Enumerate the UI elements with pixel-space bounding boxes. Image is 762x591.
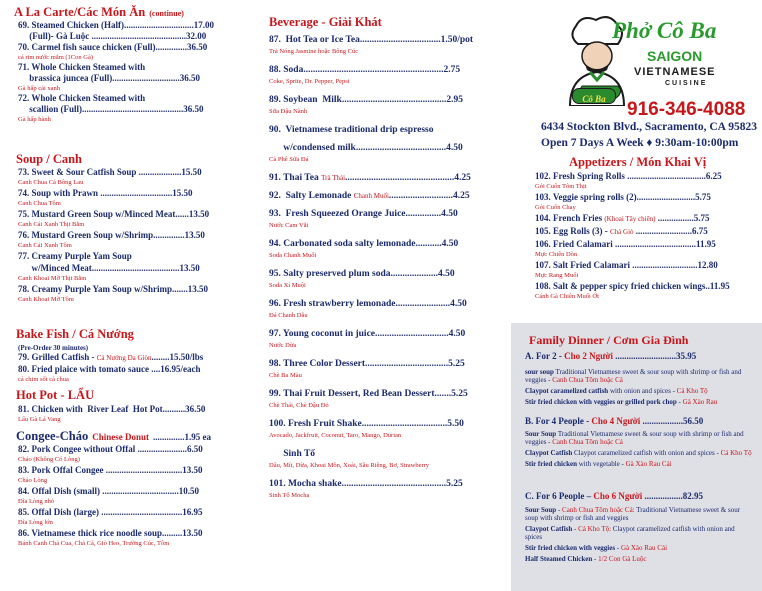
course-viet: Gà Xào Rau Cải bbox=[625, 460, 672, 468]
menu-item-subtitle: Avocado, Jackfruit, Coconut, Taro, Mango, Durian bbox=[269, 432, 402, 439]
menu-item-name bbox=[269, 64, 473, 76]
menu-item bbox=[18, 444, 203, 464]
menu-item-subtitle: Trà Nóng Jasmine hoặc Bông Cúc bbox=[269, 48, 359, 55]
menu-item bbox=[18, 528, 203, 548]
brand-vietnamese: VIETNAMESE bbox=[634, 66, 716, 78]
course-desc: with onion and spices - bbox=[608, 387, 677, 395]
menu-item-price: ........15.50/lbs bbox=[151, 352, 204, 362]
menu-item-subtitle: Chè Ba Màu bbox=[269, 372, 302, 379]
course-viet: Gà Xào Rau Cải bbox=[620, 544, 668, 552]
course-name: Claypot Catfish bbox=[525, 525, 573, 533]
menu-item-name bbox=[269, 34, 473, 46]
menu-item-text: 70. Carmel fish sauce chicken (Full)..............36.50 bbox=[18, 42, 208, 52]
menu-item bbox=[269, 94, 473, 118]
menu-item-text: 82. Pork Congee without Offal ......................6.50 bbox=[18, 444, 203, 454]
menu-item-name bbox=[269, 328, 473, 340]
family-course bbox=[525, 449, 753, 457]
menu-item-text: Sinh Tố bbox=[269, 449, 316, 459]
menu-item-subtitle: Mực Rang Muối bbox=[535, 272, 579, 279]
menu-item bbox=[18, 20, 214, 31]
menu-item-subtitle: Nước Dừa bbox=[269, 342, 297, 349]
menu-item-subtitle: Gà hấp cải xanh bbox=[18, 85, 61, 92]
menu-item bbox=[18, 352, 203, 364]
course-desc: with vegetable - bbox=[576, 460, 626, 468]
menu-item bbox=[269, 268, 473, 292]
course-viet: Canh Chua Tôm hoặc Cá bbox=[552, 376, 623, 384]
course-viet: Cá Kho Tộ bbox=[676, 387, 708, 395]
menu-item-subtitle: Coke, Sprite, Dr. Pepper, Pepsi bbox=[269, 78, 350, 85]
menu-item-text: (Full)- Gà Luộc ..........................................32.00 bbox=[18, 31, 207, 41]
menu-item-name bbox=[18, 284, 209, 295]
course-viet: Cá Kho Tộ: bbox=[578, 525, 612, 533]
menu-item bbox=[535, 213, 730, 225]
menu-item-subtitle: Cháo (Không Có Lòng) bbox=[18, 456, 80, 463]
menu-item-text: 71. Whole Chicken Steamed with bbox=[18, 62, 146, 72]
course-viet: Gà Xào Rau bbox=[682, 398, 718, 406]
menu-item bbox=[18, 104, 214, 124]
menu-item bbox=[18, 364, 203, 384]
menu-item-viet: (Khoai Tây chiên) bbox=[604, 215, 656, 223]
menu-item-text: scallion (Full).............................................36.50 bbox=[18, 104, 204, 114]
menu-item bbox=[269, 190, 473, 202]
course-desc: - bbox=[572, 525, 579, 533]
family-course bbox=[525, 544, 753, 552]
menu-item-subtitle: Cà Phê Sữa Đá bbox=[269, 156, 309, 163]
menu-item bbox=[535, 239, 730, 259]
course-desc: - bbox=[556, 506, 563, 514]
menu-item-text: brassica juncea (Full)..............................36.50 bbox=[18, 73, 200, 83]
menu-item-text: 81. Chicken with River Leaf Hot Pot..........36.50 bbox=[18, 404, 206, 414]
course-desc: - bbox=[615, 544, 621, 552]
menu-item-name bbox=[18, 62, 214, 73]
menu-item bbox=[18, 188, 209, 208]
menu-item-text: 75. Mustard Green Soup w/Minced Meat......13.50 bbox=[18, 209, 210, 219]
menu-item-subtitle: Canh Khoai Mỡ Tôm bbox=[18, 296, 74, 303]
menu-item bbox=[18, 42, 214, 62]
menu-item-text: 78. Creamy Purple Yam Soup w/Shrimp.......13.50 bbox=[18, 284, 209, 294]
menu-item-text: 103. Veggie spring rolls (2)..........................5.75 bbox=[535, 192, 711, 202]
menu-item-name bbox=[18, 73, 214, 84]
family-course bbox=[525, 506, 753, 522]
menu-item-text: 105. Egg Rolls (3) - bbox=[535, 226, 610, 236]
menu-item-text: 84. Offal Dish (small) ..................................10.50 bbox=[18, 486, 199, 496]
menu-item-viet: Trà Thái bbox=[321, 174, 346, 182]
menu-item-subtitle: Canh Khoai Mỡ Thịt Bằm bbox=[18, 275, 87, 282]
menu-item bbox=[18, 284, 209, 304]
family-course bbox=[525, 398, 753, 406]
menu-item-text: 87. Hot Tea or Ice Tea..................................1.50/pot bbox=[269, 35, 474, 45]
menu-item-subtitle: Bánh Canh Chả Cua, Chả Cá, Giò Heo, Trường Cúc, Tôm bbox=[18, 540, 170, 547]
preorder-note: (Pre-Order 30 minutes) bbox=[18, 344, 89, 352]
a-la-carte-list bbox=[18, 20, 214, 124]
for6-details bbox=[525, 506, 753, 566]
menu-item-name bbox=[269, 124, 473, 136]
beverage-list bbox=[269, 34, 473, 508]
menu-item-name bbox=[269, 268, 473, 280]
menu-item-name bbox=[18, 486, 203, 497]
menu-item bbox=[269, 124, 473, 136]
menu-item-subtitle: Đĩa Lòng lớn bbox=[18, 519, 53, 526]
family-dinner-heading: Family Dinner / Cơm Gia Đình bbox=[529, 333, 689, 347]
menu-item-name bbox=[269, 418, 473, 430]
for2-header: A. For 2 - Cho 2 Người ...........................35.95 bbox=[525, 351, 697, 361]
menu-item-subtitle: Dâu, Mít, Dừa, Khoai Môn, Xoài, Sầu Riêng, Bơ, Strawberry bbox=[269, 462, 430, 469]
menu-item-text: 106. Fried Calamari ....................................11.95 bbox=[535, 239, 716, 249]
menu-item-subtitle: Cháo Lòng bbox=[18, 477, 48, 484]
course-name: Sour Soup bbox=[525, 506, 557, 514]
menu-item-subtitle: Chè Thái, Chè Đậu Đỏ bbox=[269, 402, 329, 409]
menu-item bbox=[18, 73, 214, 93]
menu-item-name bbox=[18, 444, 203, 455]
menu-item-subtitle: Sinh Tố Mocha bbox=[269, 492, 310, 499]
menu-item-price: ..............................................4.25 bbox=[345, 173, 471, 183]
menu-item-text: 107. Salt Fried Calamari .............................12.80 bbox=[535, 260, 718, 270]
course-desc: Traditional Vietnamese sweet & sour soup with shrimp or fish and veggies - bbox=[525, 368, 742, 384]
menu-item-subtitle: Mực Chiên Dòn bbox=[535, 251, 578, 258]
menu-item-text: 90. Vietnamese traditional drip espresso bbox=[269, 125, 434, 135]
menu-item-name bbox=[18, 20, 214, 31]
course-name: Sour Soup bbox=[525, 430, 557, 438]
beverage-heading: Beverage - Giải Khát bbox=[269, 15, 382, 29]
menu-item-name bbox=[18, 465, 203, 476]
menu-item-text: 86. Vietnamese thick rice noodle soup.........13.50 bbox=[18, 528, 203, 538]
appetizers-heading: Appetizers / Món Khai Vị bbox=[569, 155, 707, 169]
menu-item-text: 108. Salt & pepper spicy fried chicken wings..11.95 bbox=[535, 281, 730, 291]
menu-item-name bbox=[18, 364, 203, 375]
family-course bbox=[525, 460, 753, 468]
menu-item bbox=[269, 388, 473, 412]
menu-item-subtitle: Gỏi Cuốn Tôm Thịt bbox=[535, 183, 587, 190]
menu-item-text: 95. Salty preserved plum soda....................4.50 bbox=[269, 269, 455, 279]
menu-item-viet: Chả Giò bbox=[610, 228, 634, 236]
menu-item-name bbox=[18, 507, 203, 518]
menu-item-subtitle: Canh Cải Xanh Thịt Bằm bbox=[18, 221, 85, 228]
course-desc-extra: Traditional Vietnamese sweet & sour soup with shrimp or fish and veggies bbox=[525, 506, 741, 522]
menu-item-name bbox=[535, 239, 730, 250]
menu-item-text: 79. Grilled Catfish - bbox=[18, 352, 97, 362]
menu-item-name bbox=[18, 251, 209, 262]
menu-item-name bbox=[535, 213, 730, 225]
menu-item bbox=[18, 167, 209, 187]
menu-item-name bbox=[18, 93, 214, 104]
course-name: Claypot caramelized catfish bbox=[525, 387, 609, 395]
menu-item-viet: Cá Nướng Da Giòn bbox=[96, 354, 152, 362]
menu-item bbox=[269, 208, 473, 232]
course-name: Stir fried chicken bbox=[525, 460, 577, 468]
menu-item-name bbox=[18, 528, 203, 539]
family-dinner-panel bbox=[511, 323, 762, 591]
menu-item-name bbox=[269, 94, 473, 106]
course-desc: - bbox=[676, 398, 683, 406]
menu-item-subtitle: Gà hấp hành bbox=[18, 116, 51, 123]
menu-item-name bbox=[269, 298, 473, 310]
brand-name: Phở Cô Ba bbox=[612, 18, 717, 43]
menu-item-name bbox=[269, 142, 473, 154]
congee-heading: Congee-Cháo Chinese Donut ..............1.95 ea bbox=[16, 429, 211, 443]
menu-item-subtitle: Cánh Gà Chiên Muối Ớt bbox=[535, 293, 599, 300]
course-desc: - bbox=[592, 555, 599, 563]
menu-item bbox=[269, 298, 473, 322]
menu-item-name bbox=[18, 31, 214, 42]
menu-item bbox=[18, 62, 214, 73]
menu-item-subtitle: Soda Xí Muội bbox=[269, 282, 306, 289]
course-name: Claypot Catfish bbox=[525, 449, 573, 457]
menu-item bbox=[269, 418, 473, 442]
menu-item bbox=[18, 31, 214, 42]
menu-item-text: 73. Sweet & Sour Catfish Soup ...................15.50 bbox=[18, 167, 202, 177]
course-viet: Canh Chua Tôm hoặc Cá: bbox=[562, 506, 635, 514]
menu-item-name bbox=[535, 171, 730, 182]
menu-item-text: 93. Fresh Squeezed Orange Juice...............4.50 bbox=[269, 209, 458, 219]
family-course bbox=[525, 387, 753, 395]
menu-item-text: 100. Fresh Fruit Shake....................................5.50 bbox=[269, 419, 464, 429]
menu-item-text: 97. Young coconut in juice...............................4.50 bbox=[269, 329, 466, 339]
congee-list bbox=[18, 444, 203, 549]
menu-item bbox=[18, 465, 203, 485]
course-desc-extra: Claypot caramelized catfish with onion and spices bbox=[525, 525, 735, 541]
course-viet: Canh Chua Tôm hoặc Cá bbox=[552, 438, 623, 446]
course-name: sour soup bbox=[525, 368, 554, 376]
menu-item-name bbox=[535, 192, 730, 203]
menu-item-text: 96. Fresh strawberry lemonade.......................4.50 bbox=[269, 299, 467, 309]
for4-details bbox=[525, 430, 753, 471]
menu-item-text: 76. Mustard Green Soup w/Shrimp..............13.50 bbox=[18, 230, 205, 240]
menu-item-subtitle: cá rim nước mắm (1Con Gà) bbox=[18, 54, 94, 61]
menu-item bbox=[269, 328, 473, 352]
menu-item-subtitle: cá chim sốt cà chua bbox=[18, 376, 69, 383]
hours: Open 7 Days A Week ♦ 9:30am-10:00pm bbox=[541, 137, 739, 149]
menu-item-name bbox=[18, 167, 209, 178]
menu-item bbox=[18, 93, 214, 104]
course-name: Stir fried chicken with veggies or grilled pork chop bbox=[525, 398, 677, 406]
family-course bbox=[525, 555, 753, 563]
hot-pot-list bbox=[18, 404, 205, 424]
menu-item bbox=[269, 34, 473, 58]
brand-saigon: SAIGON bbox=[647, 48, 703, 64]
menu-item-name bbox=[18, 209, 209, 220]
menu-item-name bbox=[18, 263, 209, 274]
menu-item-price: .........................6.75 bbox=[633, 226, 708, 236]
menu-item-subtitle: Đá Chanh Dâu bbox=[269, 312, 308, 319]
menu-item-text: 69. Steamed Chicken (Half)...............................17.00 bbox=[18, 20, 214, 30]
menu-item bbox=[269, 478, 473, 502]
menu-item-name bbox=[535, 226, 730, 238]
menu-item bbox=[18, 507, 203, 527]
menu-item bbox=[18, 209, 209, 229]
menu-item-text: 83. Pork Offal Congee ..................................13.50 bbox=[18, 465, 203, 475]
menu-item bbox=[269, 358, 473, 382]
menu-item-name bbox=[18, 230, 209, 241]
family-course bbox=[525, 525, 753, 541]
menu-item bbox=[18, 263, 209, 283]
menu-item-text: 94. Carbonated soda salty lemonade...........4.50 bbox=[269, 239, 459, 249]
menu-item-name bbox=[269, 190, 473, 202]
hot-pot-heading: Hot Pot - LẨU bbox=[16, 388, 95, 402]
menu-item-name bbox=[269, 208, 473, 220]
menu-item bbox=[269, 142, 473, 166]
menu-item-text: 104. French Fries bbox=[535, 213, 605, 223]
menu-item bbox=[535, 281, 730, 301]
menu-item bbox=[535, 171, 730, 191]
menu-item-subtitle: Sữa Đậu Nành bbox=[269, 108, 308, 115]
menu-item-text: 88. Soda...........................................................2.75 bbox=[269, 65, 461, 75]
menu-item-text: 102. Fresh Spring Rolls ...................................6.25 bbox=[535, 171, 722, 181]
family-course bbox=[525, 368, 753, 384]
menu-item-text: 77. Creamy Purple Yam Soup bbox=[18, 251, 132, 261]
soup-list bbox=[18, 167, 209, 305]
family-course bbox=[525, 430, 753, 446]
bake-fish-heading: Bake Fish / Cá Nướng bbox=[16, 327, 134, 341]
menu-item bbox=[535, 226, 730, 238]
menu-item-name bbox=[269, 172, 473, 184]
for2-details bbox=[525, 368, 753, 409]
menu-item bbox=[269, 238, 473, 262]
menu-item bbox=[269, 448, 473, 472]
course-desc: Traditional Vietnamese sweet & sour soup with shrimp or fish and veggies - bbox=[525, 430, 744, 446]
phone-number: 916-346-4088 bbox=[627, 99, 746, 120]
menu-item-price: ................5.75 bbox=[655, 213, 710, 223]
course-viet: Cá Kho Tộ bbox=[720, 449, 752, 457]
menu-item-subtitle: Lẩu Gà Lá Vang bbox=[18, 416, 61, 423]
menu-item-text: 98. Three Color Dessert...................................5.25 bbox=[269, 359, 465, 369]
menu-item-text: 74. Soup with Prawn ................................15.50 bbox=[18, 188, 193, 198]
menu-item-text: 91. Thai Tea bbox=[269, 173, 322, 183]
for4-header: B. For 4 People - Cho 4 Người ..................56.50 bbox=[525, 416, 704, 426]
menu-item-subtitle: Nước Cam Vắt bbox=[269, 222, 309, 229]
menu-item-text: 92. Salty Lemonade bbox=[269, 191, 354, 201]
menu-item-name bbox=[269, 358, 473, 370]
menu-item-subtitle: Đĩa Lòng nhỏ bbox=[18, 498, 55, 505]
menu-item-name bbox=[535, 281, 730, 292]
menu-item-name bbox=[269, 388, 473, 400]
menu-item-text: 80. Fried plaice with tomato sauce ....16.95/each bbox=[18, 364, 201, 374]
course-desc: Claypot caramelized catfish with onion and spices - bbox=[572, 449, 721, 457]
menu-item-text: w/condensed milk......................................4.50 bbox=[269, 143, 463, 153]
menu-item bbox=[269, 172, 473, 184]
menu-item-name bbox=[269, 478, 473, 490]
menu-item-subtitle: Canh Chua Tôm bbox=[18, 200, 61, 207]
menu-item-subtitle: Canh Chua Cá Bông Lau bbox=[18, 179, 84, 186]
address: 6434 Stockton Blvd., Sacramento, CA 95823 bbox=[541, 121, 757, 133]
menu-item bbox=[18, 404, 205, 424]
menu-item-text: 85. Offal Dish (large) ....................................16.95 bbox=[18, 507, 203, 517]
bake-fish-list bbox=[18, 352, 203, 384]
menu-item-price: ...........................4.25 bbox=[388, 191, 470, 201]
menu-item-name bbox=[269, 238, 473, 250]
menu-item-name bbox=[18, 188, 209, 199]
course-name: Half Steamed Chicken bbox=[525, 555, 593, 563]
menu-item bbox=[18, 486, 203, 506]
menu-item-name bbox=[269, 448, 473, 460]
menu-item-subtitle: Canh Cải Xanh Tôm bbox=[18, 242, 72, 249]
menu-item bbox=[18, 251, 209, 262]
menu-item-name bbox=[535, 260, 730, 271]
menu-item-subtitle: Soda Chanh Muối bbox=[269, 252, 317, 259]
menu-item bbox=[269, 64, 473, 88]
menu-item bbox=[18, 230, 209, 250]
menu-item-text: 99. Thai Fruit Dessert, Red Bean Dessert.......5.25 bbox=[269, 389, 468, 399]
menu-item-viet: Chanh Muối bbox=[353, 192, 389, 200]
menu-item-text: 72. Whole Chicken Steamed with bbox=[18, 93, 146, 103]
menu-item-name bbox=[18, 352, 203, 364]
logo-badge: Cô Ba bbox=[572, 88, 616, 104]
menu-item bbox=[535, 192, 730, 212]
menu-item-name bbox=[18, 42, 214, 53]
menu-item-text: 89. Soybean Milk............................................2.95 bbox=[269, 95, 463, 105]
for6-header: C. For 6 People – Cho 6 Người .................82.95 bbox=[525, 491, 703, 501]
brand-cuisine: CUISINE bbox=[665, 80, 708, 87]
course-viet: 1/2 Con Gà Luộc bbox=[598, 555, 647, 563]
menu-item-name bbox=[18, 104, 214, 115]
a-la-carte-heading: A La Carte/Các Món Ăn (continue) bbox=[14, 5, 184, 19]
menu-item-subtitle: Gỏi Cuốn Chay bbox=[535, 204, 576, 211]
soup-heading: Soup / Canh bbox=[16, 152, 83, 166]
menu-item bbox=[535, 260, 730, 280]
menu-item-text: 101. Mocha shake............................................5.25 bbox=[269, 479, 463, 489]
menu-item-name bbox=[18, 404, 205, 415]
appetizers-list bbox=[535, 171, 730, 302]
course-name: Stir fried chicken with veggies bbox=[525, 544, 616, 552]
menu-item-text: w/Minced Meat.......................................13.50 bbox=[18, 263, 200, 273]
